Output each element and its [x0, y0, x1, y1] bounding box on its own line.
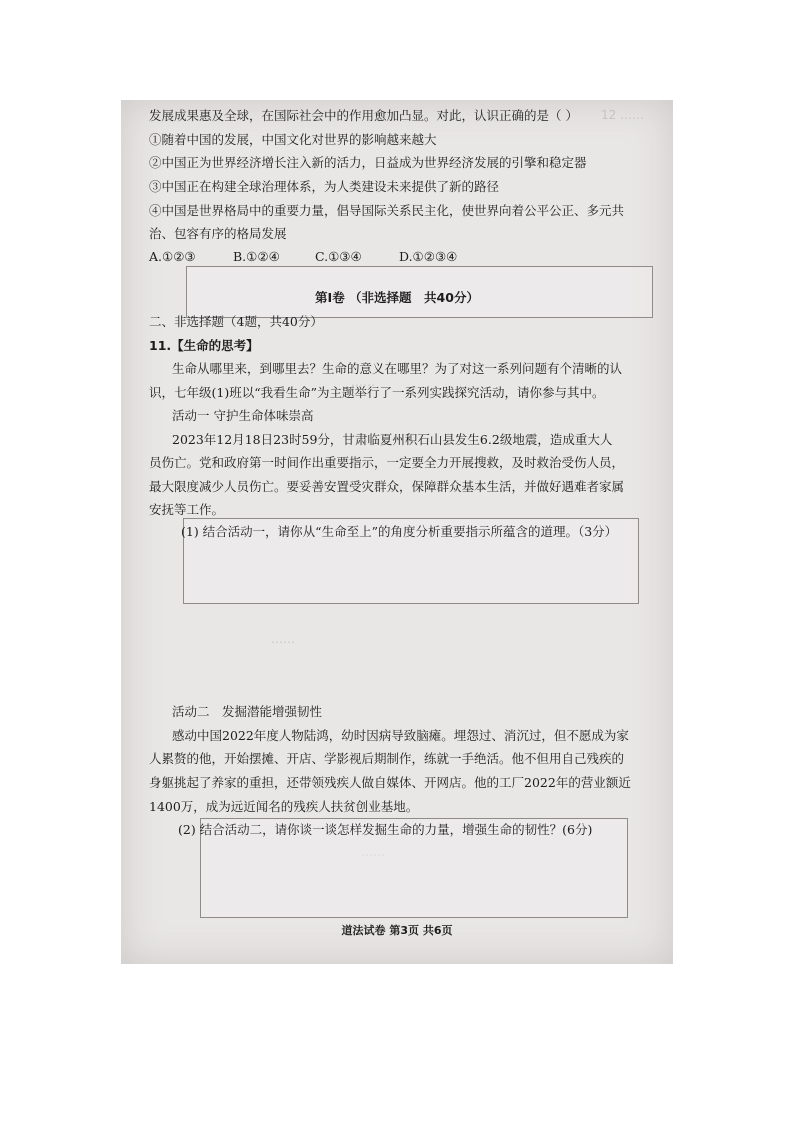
page-footer: 道法试卷 第3页 共6页 — [341, 924, 453, 937]
q11-title: 11.【生命的思考】 — [149, 338, 259, 353]
q10-stem: 发展成果惠及全球，在国际社会中的作用愈加凸显。对此，认识正确的是（ ） — [149, 108, 578, 123]
section-title: 二、非选择题（4题，共40分） — [149, 314, 323, 329]
activity1-text-2: 员伤亡。党和政府第一时间作出重要指示，一定要全力开展搜救，及时救治受伤人员， — [149, 455, 625, 470]
activity1-text-3: 最大限度减少人员伤亡。要妥善安置受灾群众，保障群众基本生活，并做好遇难者家属 — [149, 479, 625, 494]
q10-statement-4: ④中国是世界格局中的重要力量，倡导国际关系民主化，使世界向着公平公正、多元共 — [149, 203, 625, 218]
q10-statement-2: ②中国正为世界经济增长注入新的活力，日益成为世界经济发展的引擎和稳定器 — [149, 155, 587, 170]
volume-header: 第Ⅰ卷 （非选择题 共40分） — [315, 290, 479, 305]
q11-intro-2: 识，七年级(1)班以“我看生命”为主题举行了一系列实践探究活动，请你参与其中。 — [149, 385, 605, 400]
activity2-text-3: 身躯挑起了养家的重担，还带领残疾人做自媒体、开网店。他的工厂2022年的营业额近 — [149, 775, 631, 790]
q10-option-b: B.①②④ — [233, 249, 280, 264]
activity1-title: 活动一 守护生命体味崇高 — [172, 408, 314, 423]
bleed-through-text: …… — [351, 375, 375, 389]
bleed-through-text: …… — [271, 632, 295, 646]
activity1-text-1: 2023年12月18日23时59分，甘肃临夏州积石山县发生6.2级地震，造成重大人 — [172, 432, 613, 447]
sub-question-1: (1) 结合活动一，请你从“生命至上”的角度分析重要指示所蕴含的道理。（3分） — [181, 524, 618, 539]
q10-option-a: A.①②③ — [149, 249, 196, 264]
q10-statement-3: ③中国正在构建全球治理体系，为人类建设未来提供了新的路径 — [149, 179, 500, 194]
q11-intro-1: 生命从哪里来，到哪里去？生命的意义在哪里？为了对这一系列问题有个清晰的认 — [172, 361, 623, 376]
activity2-title: 活动二 发掘潜能增强韧性 — [172, 704, 323, 719]
activity2-text-4: 1400万，成为远近闻名的残疾人扶贫创业基地。 — [149, 799, 419, 814]
q10-statement-1: ①随着中国的发展，中国文化对世界的影响越来越大 — [149, 132, 437, 147]
exam-page-photo — [121, 100, 673, 964]
activity1-text-4: 安抚等工作。 — [149, 502, 225, 517]
sub-question-2: (2) 结合活动二，请你谈一谈怎样发掘生命的力量，增强生命的韧性？(6分) — [178, 822, 593, 837]
q10-statement-4-cont: 治、包容有序的格局发展 — [149, 226, 287, 241]
q10-option-c: C.①③④ — [315, 249, 362, 264]
activity2-text-1: 感动中国2022年度人物陆鸿，幼时因病导致脑瘫。埋怨过、消沉过，但不愿成为家 — [172, 728, 629, 743]
q10-option-d: D.①②③④ — [399, 249, 458, 264]
bleed-through-text: 12 …… — [601, 108, 645, 122]
activity2-text-2: 人累赘的他，开始摆摊、开店、学影视后期制作，练就一手绝活。他不但用自己残疾的 — [149, 751, 625, 766]
